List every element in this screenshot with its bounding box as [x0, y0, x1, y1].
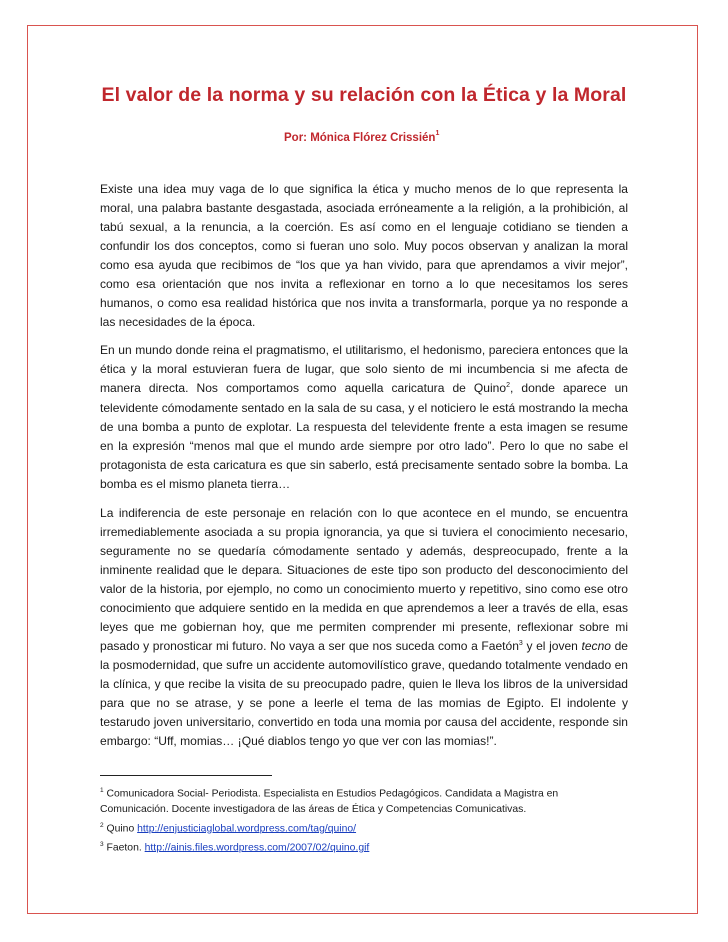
author-byline [284, 131, 439, 144]
footnote-mark: 3 [518, 640, 523, 648]
paragraph-2-text-b: , donde aparece un televidente cómodamente sentado en la sala de su casa, y el noticiero le está mostrando la mecha de una bomba a punto de explotar. La respuesta del televidente frente a esta imagen se resume en la expresión “menos mal que el mundo arde siempre por otro lado”. Pero lo que no sabe el protagonista de esta caricatura es que sin saberlo, está precisamente sentado sobre la bomba. La bomba es el mismo planeta tierra… [100, 381, 628, 491]
footnote-mark: 2 [100, 821, 104, 829]
document-title: El valor de la norma y su relación con la Ética y la Moral [101, 84, 627, 106]
paragraph-1: Existe una idea muy vaga de lo que significa la ética y mucho menos de lo que representa la moral, una palabra bastante desgastada, asociada erróneamente a la religión, a la prohibición, al tabú sexual, a la renuncia, a la coerción. Es así como en el lenguaje cotidiano se tienden a confundir los dos conceptos, como si fueran uno solo. Muy pocos observan y analizan la moral como esa ayuda que recibimos de “los que ya han vivido, para que aprendamos a vivir mejor”, como esa orientación que nos invita a reflexionar en torno a lo que necesitamos los seres humanos, o como esa realidad histórica que nos invita a transformarla, porque ya no responde a las necesidades de la época. [100, 182, 628, 330]
author-name: Por: Mónica Flórez Crissién [284, 131, 436, 144]
footnote-3 [100, 837, 628, 856]
footnote-2-text: Quino [103, 823, 138, 835]
footnote-mark: 3 [100, 840, 104, 848]
paragraph-3 [100, 504, 628, 752]
footnote-3-link[interactable]: http://ainis.files.wordpress.com/2007/02/quino.gif [144, 842, 370, 854]
footnote-1-text: Comunicadora Social- Periodista. Especialista en Estudios Pedagógicos. Candidata a Magistra en Comunicación. Docente investigadora de las áreas de Ética y Competencias Comunicativas. [100, 788, 559, 816]
paragraph-3-text-c: de la posmodernidad, que sufre un accidente automovilístico grave, quedando totalmente vendado en la clínica, y que recibe la visita de su preocupado padre, quien le lleva los libros de la universidad para que no se atrase, y se pone a leerle el tema de las momias de Egipto. El indolente y testarudo joven universitario, convertido en toda una momia por causa del accidente, responde sin embargo: “Uff, momias… ¡Qué diablos tengo yo que ver con las momias!”. [100, 639, 628, 749]
paragraph-2 [100, 341, 628, 493]
italic-word: tecno [581, 639, 611, 654]
footnote-1 [100, 783, 628, 818]
document-body [100, 180, 628, 760]
paragraph-2-text-a: En un mundo donde reina el pragmatismo, el utilitarismo, el hedonismo, pareciera entonces que la ética y la moral estuvieran fuera de lugar, que solo siento de mi incumbencia si me afecta de manera directa. Nos comportamos como aquella caricatura de Quino [100, 343, 628, 396]
paragraph-3-text-a: La indiferencia de este personaje en relación con lo que acontece en el mundo, se encuentra irremediablemente asociada a su propia ignorancia, ya que si tuviera el conocimiento necesario, seguramente no se quedaría cómodamente sentado y además, despreocupado, frente a la inminente realidad que le depara. Situaciones de este tipo son producto del desconocimiento del valor de la historia, por ejemplo, no como un conocimiento muerto y repetitivo, sino como ese otro conocimiento que adquiere sentido en la medida en que aprendemos a leer a través de ella, esas leyes que me gobiernan hoy, que me permiten comprender mi presente, reflexionar sobre mi pasado y pronosticar mi futuro. No vaya a ser que nos suceda como a Faetón [100, 505, 628, 654]
footnote-3-text: Faeton. [103, 842, 145, 854]
footnote-mark: 2 [506, 382, 510, 390]
footnote-mark: 1 [435, 130, 440, 137]
footnote-2 [100, 818, 628, 837]
footnote-mark: 1 [100, 787, 104, 794]
footnote-separator [100, 775, 272, 776]
paragraph-3-text-b: y el joven [522, 639, 582, 654]
footnote-2-link[interactable]: http://enjusticiaglobal.wordpress.com/tag/quino/ [137, 823, 357, 835]
footnotes [100, 783, 628, 856]
